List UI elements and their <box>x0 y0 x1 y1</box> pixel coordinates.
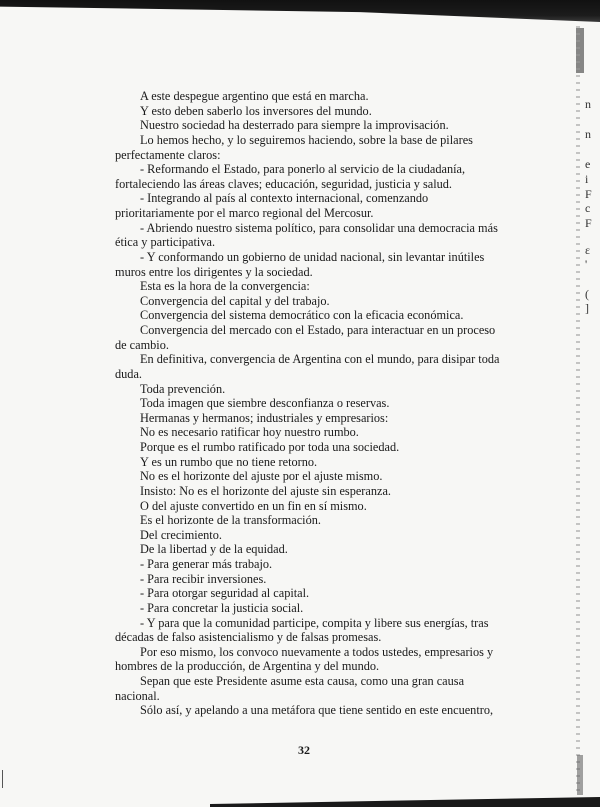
text-line: Porque es el rumbo ratificado por toda una sociedad. <box>140 440 400 454</box>
text-line: Toda prevención. <box>140 381 226 396</box>
text-line: décadas de falso asistencialismo y de falsas promesas. <box>115 630 382 645</box>
margin-fragment: n <box>585 97 591 111</box>
text-line: duda. <box>115 366 142 381</box>
scan-edge-top <box>0 0 600 22</box>
text-line: de cambio. <box>115 337 169 352</box>
binding-gutter <box>576 26 580 796</box>
body-text <box>115 89 500 718</box>
scan-mark <box>2 770 3 788</box>
text-line: No es el horizonte del ajuste por el ajuste mismo. <box>140 469 383 484</box>
text-line: - Para recibir inversiones. <box>140 571 267 586</box>
margin-fragment: ] <box>585 301 589 315</box>
text-line: - Reformando el Estado, para ponerlo al servicio de la ciudadanía, <box>140 162 466 177</box>
text-line: Y esto deben saberlo los inversores del mundo. <box>140 103 372 118</box>
margin-fragment: i <box>585 172 589 186</box>
text-line: Nuestro sociedad ha desterrado para siempre la improvisación. <box>140 118 449 133</box>
text-line: Insisto: No es el horizonte del ajuste sin esperanza. <box>140 483 391 498</box>
text-line: muros entre los dirigentes y la sociedad. <box>115 264 313 279</box>
text-line: Y es un rumbo que no tiene retorno. <box>140 454 318 469</box>
text-line: ética y participativa. <box>115 235 216 250</box>
margin-fragment: ( <box>585 287 589 301</box>
text-line: En definitiva, convergencia de Argentina con el mundo, para disipar toda <box>140 352 500 367</box>
text-line: fortaleciendo las áreas claves; educación, seguridad, justicia y salud. <box>115 176 453 191</box>
text-line: Convergencia del mercado con el Estado, para interactuar en un proceso <box>140 323 496 337</box>
text-line: Es el horizonte de la transformación. <box>140 513 321 528</box>
binding-shadow-bottom <box>577 755 583 795</box>
text-line: - Para concretar la justicia social. <box>140 600 304 615</box>
text-line: - Integrando al país al contexto internacional, comenzando <box>140 191 429 206</box>
text-line: - Para otorgar seguridad al capital. <box>140 586 310 601</box>
text-line: Toda imagen que siembre desconfianza o reservas. <box>140 396 390 411</box>
margin-fragment: c <box>585 201 591 215</box>
margin-fragment: ε <box>585 243 591 257</box>
text-line: Lo hemos hecho, y lo seguiremos haciendo, sobre la base de pilares <box>140 132 473 147</box>
text-line: Por eso mismo, los convoco nuevamente a todos ustedes, empresarios y <box>140 644 494 659</box>
text-line: hombres de la producción, de Argentina y del mundo. <box>115 659 380 674</box>
text-line: - Para generar más trabajo. <box>140 557 273 571</box>
text-line: No es necesario ratificar hoy nuestro rumbo. <box>140 425 359 440</box>
margin-fragment: ' <box>585 257 588 271</box>
margin-fragment: e <box>585 157 591 171</box>
text-line: De la libertad y de la equidad. <box>140 542 288 557</box>
text-line: - Y conformando un gobierno de unidad nacional, sin levantar inútiles <box>140 249 485 264</box>
text-line: Sólo así, y apelando a una metáfora que tiene sentido en este encuentro, <box>140 703 494 718</box>
text-line: - Y para que la comunidad participe, compita y libere sus energías, tras <box>140 615 489 630</box>
text-line: Hermanas y hermanos; industriales y empresarios: <box>140 410 389 425</box>
margin-fragment: n <box>585 127 591 141</box>
scan-edge-bottom <box>210 797 600 807</box>
text-line: Del crecimiento. <box>140 527 222 542</box>
text-line: prioritariamente por el marco regional del Mercosur. <box>115 206 374 220</box>
text-line: Sepan que este Presidente asume esta causa, como una gran causa <box>140 674 465 688</box>
text-line: Convergencia del sistema democrático con la eficacia económica. <box>140 308 464 323</box>
text-line: nacional. <box>115 688 160 703</box>
text-line: - Abriendo nuestro sistema político, para consolidar una democracia más <box>140 220 498 235</box>
page-number: 32 <box>298 743 310 757</box>
text-line: O del ajuste convertido en un fin en sí mismo. <box>140 498 367 513</box>
text-line: A este despegue argentino que está en marcha. <box>140 89 369 103</box>
text-line: perfectamente claros: <box>115 147 221 162</box>
margin-fragment: F <box>585 187 592 201</box>
text-line: Esta es la hora de la convergencia: <box>140 279 310 294</box>
margin-fragment: F <box>585 216 592 230</box>
text-line: Convergencia del capital y del trabajo. <box>140 293 330 308</box>
